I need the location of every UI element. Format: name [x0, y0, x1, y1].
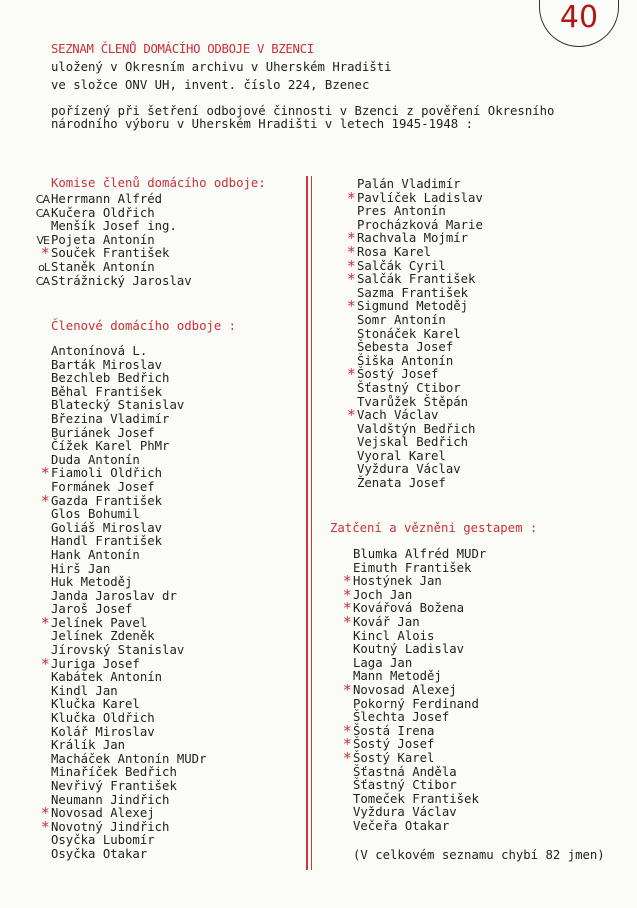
person-name: Juriga Josef [51, 656, 140, 671]
list-item [35, 273, 192, 289]
list-item [357, 477, 483, 491]
person-name: Jaroš Josef [51, 602, 133, 617]
person-name: Formánek Josef [51, 479, 155, 494]
handwritten-mark: CA [35, 206, 49, 220]
list-item [353, 562, 486, 576]
asterisk-mark: * [347, 242, 355, 261]
person-name: Kovářová Božena [353, 601, 465, 616]
list-item [51, 794, 206, 808]
list-item [357, 219, 483, 233]
person-name: Tomeček František [353, 791, 479, 806]
list-item [51, 399, 206, 413]
person-name: Jelínek Pavel [51, 615, 148, 630]
list-item [51, 685, 206, 699]
list-item [41, 654, 206, 673]
person-name: Šostý Josef [357, 367, 439, 382]
list-item [353, 548, 486, 562]
person-name: Pojeta Antonín [51, 232, 155, 247]
list-item [51, 563, 206, 577]
list-item [347, 256, 483, 275]
asterisk-mark: * [347, 297, 355, 316]
commission-heading: Komise členů domácího odboje: [51, 176, 266, 190]
person-name: Osyčka Lubomír [51, 833, 155, 848]
person-name: Rosa Karel [357, 244, 432, 259]
list-item [347, 365, 483, 384]
asterisk-mark: * [41, 817, 49, 836]
asterisk-mark: * [41, 613, 49, 632]
asterisk-mark: * [347, 365, 355, 384]
list-item [347, 270, 483, 289]
person-name: Mann Metoděj [353, 669, 442, 684]
list-item [51, 712, 206, 726]
person-name: Kabátek Antonín [51, 670, 163, 685]
person-name: Salčák František [357, 272, 476, 287]
person-name: Glos Bohumil [51, 507, 140, 522]
list-item [357, 450, 483, 464]
list-item [347, 242, 483, 261]
asterisk-mark: * [41, 491, 49, 510]
person-name: Čížek Karel PhMr [51, 439, 170, 454]
person-name: Salčák Cyril [357, 258, 446, 273]
list-item [353, 657, 486, 671]
list-item [51, 413, 206, 427]
person-name: Kolář Miroslav [51, 724, 155, 739]
list-item [51, 834, 206, 848]
person-name: Procházková Marie [357, 217, 483, 232]
list-item [343, 612, 486, 631]
asterisk-mark: * [41, 464, 49, 483]
person-name: Jírovský Stanislav [51, 643, 185, 658]
person-name: Vyždura Václav [357, 462, 461, 477]
column-divider-secondary [311, 176, 312, 870]
asterisk-mark: * [347, 256, 355, 275]
document-title: SEZNAM ČLENŮ DOMÁCÍHO ODBOJE V BZENCI [51, 42, 314, 56]
list-item [357, 423, 483, 437]
person-name: Ženata Josef [357, 476, 446, 491]
asterisk-mark: * [41, 244, 49, 263]
arrested-list [343, 547, 487, 833]
handwritten-mark: VE [36, 233, 49, 247]
person-name: Duda Antonín [51, 452, 140, 467]
list-item [51, 481, 206, 495]
list-item [41, 491, 206, 510]
list-item [347, 406, 483, 425]
list-item [353, 793, 486, 807]
person-name: Vejskal Bedřich [357, 435, 469, 450]
asterisk-mark: * [347, 188, 355, 207]
person-name: Barták Miroslav [51, 357, 163, 372]
list-item [51, 576, 206, 590]
person-name: Blumka Alfréd MUDr [353, 547, 487, 561]
asterisk-mark: * [343, 585, 351, 604]
list-item [51, 359, 206, 373]
person-name: Bezchleb Bedřich [51, 371, 170, 386]
list-item [347, 229, 483, 248]
person-name: Nevřivý František [51, 779, 177, 793]
list-item [357, 341, 483, 355]
list-item [51, 603, 206, 617]
person-name: Vyoral Karel [357, 448, 446, 463]
person-name: Vyždura Václav [353, 805, 457, 820]
asterisk-mark: * [347, 270, 355, 289]
person-name: Valdštýn Bedřich [357, 421, 476, 436]
list-item [357, 205, 483, 219]
list-item [51, 753, 206, 767]
list-item [357, 287, 483, 301]
asterisk-mark: * [343, 612, 351, 631]
column-divider [306, 176, 308, 870]
asterisk-mark: * [347, 229, 355, 248]
list-item [51, 549, 206, 563]
person-name: Večeřa Otakar [353, 818, 450, 833]
list-item [51, 535, 206, 549]
list-item [353, 711, 486, 725]
list-item [38, 259, 192, 275]
list-item [357, 382, 483, 396]
person-name: Šťastný Ctibor [357, 380, 461, 395]
person-name: Blatecký Stanislav [51, 398, 185, 413]
list-item [353, 670, 486, 684]
list-item [41, 244, 192, 263]
person-name: Klučka Oldřich [51, 711, 155, 726]
person-name: Rachvala Mojmír [357, 231, 469, 246]
asterisk-mark: * [343, 599, 351, 618]
list-item [41, 804, 206, 823]
asterisk-mark: * [343, 735, 351, 754]
header-line-1: uložený v Okresním archivu v Uherském Hradišti [51, 60, 392, 74]
page-number: 40 [539, 0, 619, 47]
asterisk-mark: * [41, 654, 49, 673]
list-item [51, 345, 206, 359]
person-name: Kovář Jan [353, 614, 420, 629]
list-item [343, 735, 486, 754]
list-item [51, 848, 206, 862]
arrested-heading: Zatčení a vězněni gestapem : [330, 521, 538, 535]
list-item [51, 698, 206, 712]
list-item [41, 613, 206, 632]
person-name: Stonáček Karel [357, 326, 461, 341]
person-name: Novosad Alexej [51, 806, 155, 821]
person-name: Jelínek Zdeněk [51, 629, 155, 644]
list-item [51, 671, 206, 685]
person-name: Palán Vladimír [357, 177, 461, 191]
person-name: Šťastný Ctibor [353, 778, 457, 793]
person-name: Kindl Jan [51, 683, 118, 698]
person-name: Pavlíček Ladislav [357, 190, 483, 205]
members-heading: Členové domácího odboje : [51, 319, 237, 333]
list-item [41, 464, 206, 483]
person-name: Pres Antonín [357, 204, 446, 219]
person-name: Menšík Josef ing. [51, 219, 177, 234]
list-item [51, 644, 206, 658]
list-item [51, 372, 206, 386]
person-name: Klučka Karel [51, 697, 140, 712]
list-item [357, 178, 483, 192]
person-name: Huk Metoděj [51, 575, 133, 590]
asterisk-mark: * [343, 748, 351, 767]
asterisk-mark: * [343, 680, 351, 699]
person-name: Somr Antonín [357, 312, 446, 327]
person-name: Novotný Jindřich [51, 819, 170, 834]
person-name: Březina Vladimír [51, 411, 170, 426]
person-name: Goliáš Miroslav [51, 520, 163, 535]
list-item [51, 739, 206, 753]
list-item [353, 806, 486, 820]
person-name: Vach Václav [357, 408, 439, 423]
commission-list [35, 192, 192, 288]
list-item [51, 726, 206, 740]
list-item [35, 192, 192, 207]
members-list-right [347, 177, 483, 491]
asterisk-mark: * [343, 572, 351, 591]
person-name: Kincl Alois [353, 628, 435, 643]
list-item [357, 396, 483, 410]
person-name: Šťastná Anděla [353, 764, 457, 779]
handwritten-mark: oL [38, 260, 49, 274]
person-name: Osyčka Otakar [51, 846, 148, 861]
members-list-left [41, 344, 207, 862]
person-name: Šlechta Josef [353, 710, 450, 725]
handwritten-mark: CA [35, 193, 49, 206]
list-item [41, 817, 206, 836]
person-name: Králík Jan [51, 738, 126, 753]
person-name: Eimuth František [353, 560, 472, 575]
asterisk-mark: * [343, 721, 351, 740]
list-item [353, 820, 486, 834]
person-name: Hirš Jan [51, 561, 111, 576]
list-item [343, 585, 486, 604]
list-item [51, 590, 206, 604]
person-name: Herrmann Alfréd [51, 192, 163, 206]
person-name: Tvarůžek Štěpán [357, 394, 469, 409]
person-name: Sigmund Metoděj [357, 299, 469, 314]
person-name: Koutný Ladislav [353, 642, 465, 657]
person-name: Macháček Antonín MUDr [51, 751, 207, 766]
person-name: Antonínová L. [51, 344, 148, 358]
list-item [357, 314, 483, 328]
person-name: Šebesta Josef [357, 340, 454, 355]
list-item [51, 386, 206, 400]
person-name: Běhal František [51, 384, 163, 399]
person-name: Joch Jan [353, 587, 413, 602]
list-item [343, 599, 486, 618]
person-name: Šostý Karel [353, 750, 435, 765]
person-name: Šostý Josef [353, 737, 435, 752]
person-name: Janda Jaroslav dr [51, 588, 177, 603]
list-item [343, 748, 486, 767]
list-item [51, 522, 206, 536]
person-name: Šiška Antonín [357, 353, 454, 368]
list-item [51, 440, 206, 454]
list-item [353, 643, 486, 657]
handwritten-mark: CA [35, 274, 49, 288]
person-name: Hank Antonín [51, 547, 140, 562]
list-item [51, 780, 206, 794]
list-item [35, 205, 192, 221]
person-name: Souček František [51, 246, 170, 261]
footnote: (V celkovém seznamu chybí 82 jmen) [353, 848, 605, 862]
list-item [51, 630, 206, 644]
list-item [343, 572, 486, 591]
person-name: Kučera Oldřich [51, 205, 155, 220]
person-name: Minaříček Bedřich [51, 765, 177, 780]
person-name: Fiamoli Oldřich [51, 466, 163, 481]
list-item [51, 766, 206, 780]
list-item [343, 680, 486, 699]
list-item [36, 232, 192, 248]
asterisk-mark: * [347, 406, 355, 425]
header-line-2: ve složce ONV UH, invent. číslo 224, Bzenec [51, 78, 370, 92]
person-name: Pokorný Ferdinand [353, 696, 479, 711]
person-name: Gazda František [51, 493, 163, 508]
intro-line-1: pořízený při šetření odbojové činnosti v Bzenci z pověření Okresního [51, 104, 555, 118]
person-name: Strážnický Jaroslav [51, 273, 192, 288]
person-name: Neumann Jindřich [51, 792, 170, 807]
list-item [347, 188, 483, 207]
person-name: Staněk Antonín [51, 259, 155, 274]
list-item [51, 454, 206, 468]
list-item [347, 297, 483, 316]
asterisk-mark: * [41, 804, 49, 823]
intro-line-2: národního výboru v Uherském Hradišti v letech 1945-1948 : [51, 117, 473, 131]
person-name: Novosad Alexej [353, 682, 457, 697]
list-item [353, 630, 486, 644]
person-name: Handl František [51, 534, 163, 549]
person-name: Laga Jan [353, 655, 413, 670]
person-name: Šostá Irena [353, 723, 435, 738]
person-name: Sazma František [357, 285, 469, 300]
person-name: Hostýnek Jan [353, 574, 442, 589]
list-item [51, 220, 192, 234]
person-name: Buriánek Josef [51, 425, 155, 440]
list-item [353, 779, 486, 793]
list-item [357, 436, 483, 450]
list-item [51, 508, 206, 522]
